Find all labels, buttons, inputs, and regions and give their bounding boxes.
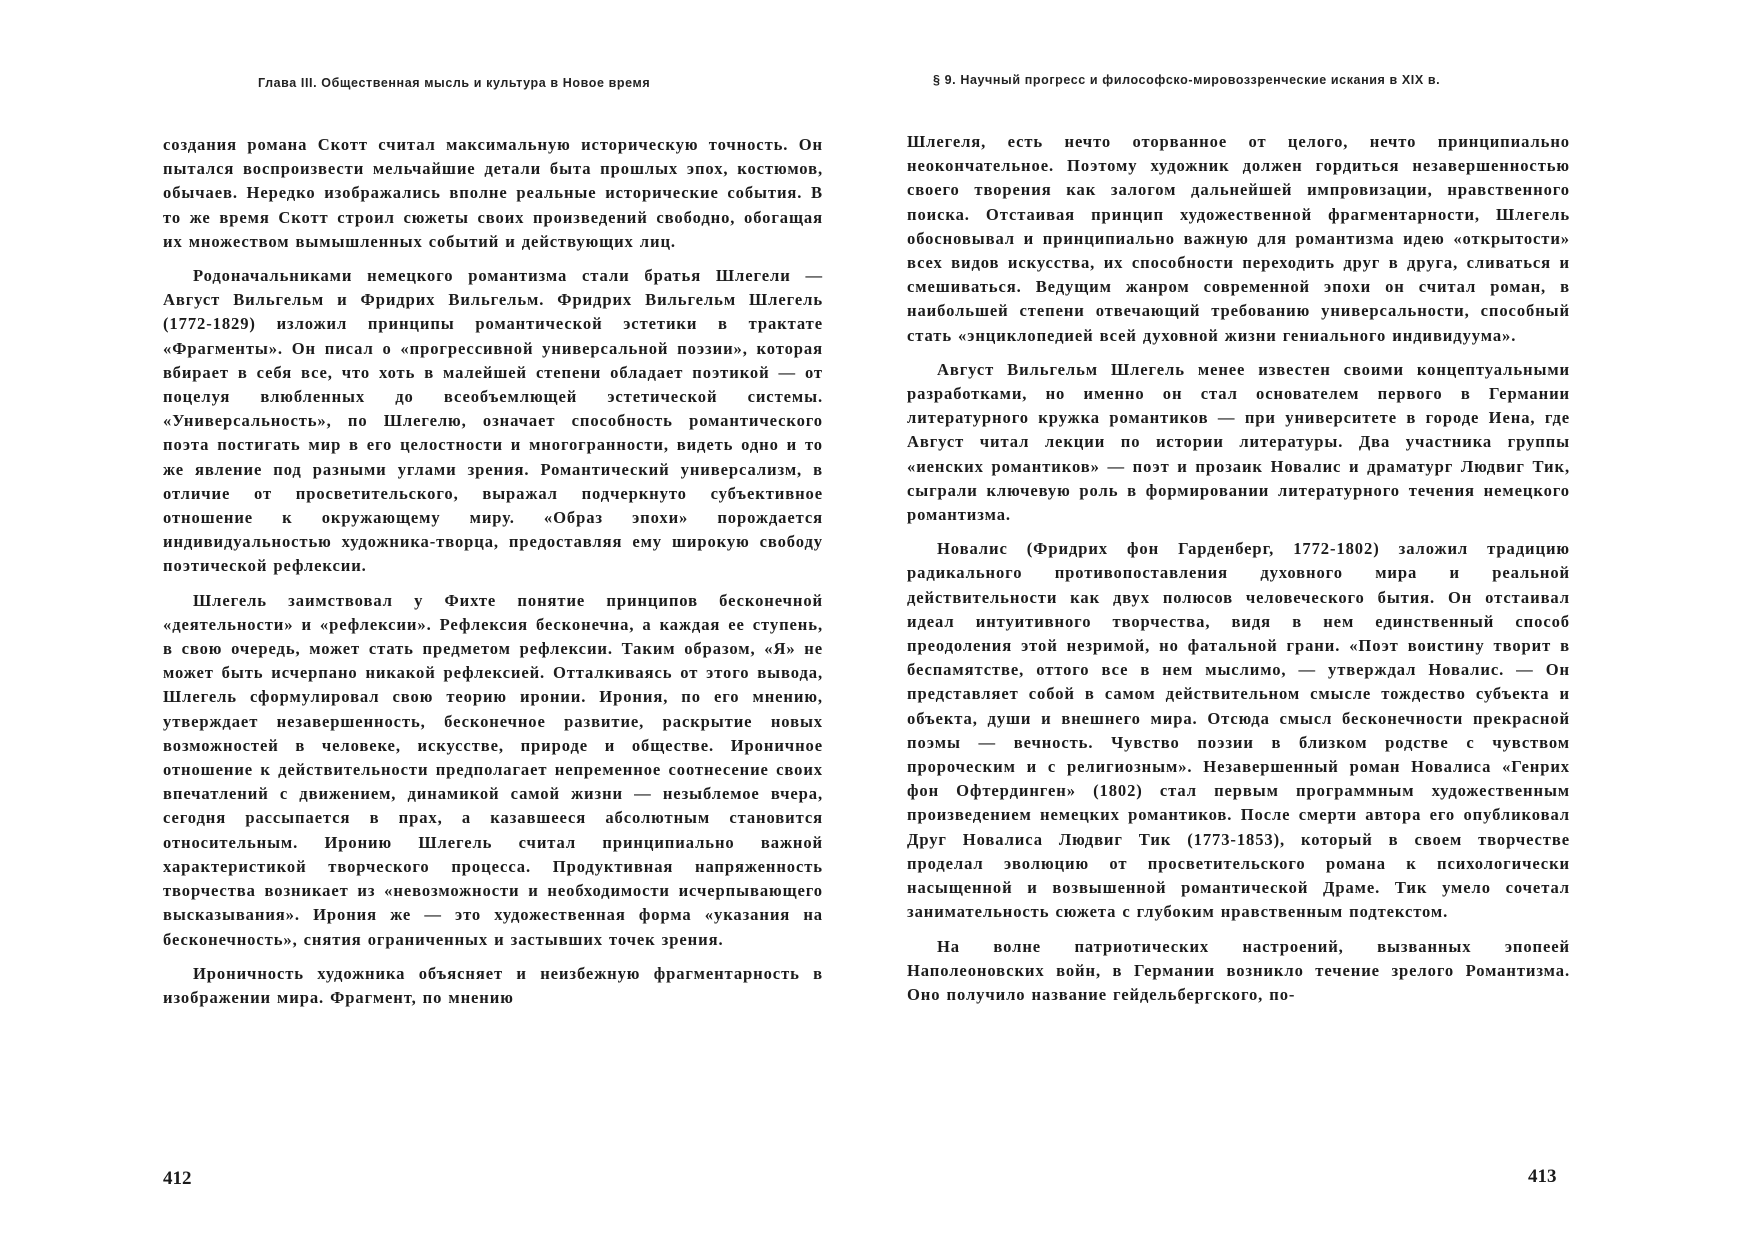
paragraph: На волне патриотических настроений, вызванных эпопеей Наполеоновских войн, в Германии возникло течение зрелого Романтизма. Оно получило название гейдельбергского, по- bbox=[907, 936, 1570, 1004]
paragraph: создания романа Скотт считал максимальную историческую точность. Он пытался воспроизвести мельчайшие детали быта прошлых эпох, костюмов, обычаев. Нередко изображались вполне реальные исторические события. В то же время Скотт строил сюжеты своих произведений свободно, обогащая их множеством вымышленных событий и действующих лиц. bbox=[163, 135, 823, 251]
right-running-head: § 9. Научный прогресс и философско-мировоззренческие искания в XIX в. bbox=[933, 73, 1441, 87]
left-page-number: 412 bbox=[163, 1168, 192, 1189]
right-page bbox=[877, 0, 1754, 1239]
paragraph: Шлегель заимствовал у Фихте понятие принципов бесконечной «деятельности» и «рефлексии». Рефлексия бесконечна, а каждая ее ступень, в свою очередь, может стать предметом рефлексии. Таким образом, «Я» не может быть исчерпано никакой рефлексией. Отталкиваясь от этого вывода, Шлегель сформулировал свою теорию иронии. Ирония, по его мнению, утверждает незавершенность, бесконечное развитие, раскрытие новых возможностей в человеке, искусстве, природе и обществе. Ироничное отношение к действительности предполагает непременное соотнесение своих впечатлений с движением, динамикой самой жизни — незыблемое вчера, сегодня рассыпается в прах, а казавшееся абсолютным становится относительным. Иронию Шлегель считал принципиально важной характеристикой творческого процесса. Продуктивная напряженность творчества возникает из «невозможности и необходимости исчерпывающего высказывания». Ирония же — это художественная форма «указания на бесконечность», снятия ограниченных и застывших точек зрения. bbox=[163, 590, 823, 949]
left-body-text bbox=[163, 133, 823, 1020]
right-body-text bbox=[907, 130, 1570, 1017]
paragraph: Родоначальниками немецкого романтизма стали братья Шлегели — Август Вильгельм и Фридрих Вильгельм. Фридрих Вильгельм Шлегель (1772-1829) изложил принципы романтической эстетики в трактате «Фрагменты». Он писал о «прогрессивной универсальной поэзии», которая вбирает в себя все, что хоть в малейшей степени обладает поэтикой — от поцелуя влюбленных до всеобъемлющей эстетической системы. «Универсальность», по Шлегелю, означает способность романтического поэта постигать мир в его целостности и многогранности, видеть одно и то же явление под разными углами зрения. Романтический универсализм, в отличие от просветительского, выражал подчеркнуто субъективное отношение к окружающему миру. «Образ эпохи» порождается индивидуальностью художника-творца, предоставляя ему широкую свободу поэтической рефлексии. bbox=[163, 266, 823, 576]
paragraph: Новалис (Фридрих фон Гарденберг, 1772-1802) заложил традицию радикального противопоставления духовного мира и реальной действительности как двух полюсов человеческого бытия. Он отстаивал идеал интуитивного творчества, видя в нем единственный способ преодоления этой незримой, но фатальной грани. «Поэт воистину творит в беспамятстве, оттого все в нем мыслимо, — утверждал Новалис. — Он представляет собой в самом действительном смысле тождество субъекта и объекта, души и внешнего мира. Отсюда смысл бесконечности прекрасной поэмы — вечность. Чувство поэзии в близком родстве с чувством пророческим и с религиозным». Незавершенный роман Новалиса «Генрих фон Офтердинген» (1802) стал первым программным художественным произведением немецких романтиков. После смерти автора его опубликовал Друг Новалиса Людвиг Тик (1773-1853), который в своем творчестве проделал эволюцию от просветительского романа к психологически насыщенной и возвышенной романтической Драме. Тик умело сочетал занимательность сюжета с глубоким нравственным подтекстом. bbox=[907, 539, 1570, 922]
right-page-number: 413 bbox=[1528, 1166, 1557, 1187]
left-running-head: Глава III. Общественная мысль и культура в Новое время bbox=[258, 76, 651, 90]
paragraph: Шлегеля, есть нечто оторванное от целого, нечто принципиально неокончательное. Поэтому художник должен гордиться незавершенностью своего творения как залогом дальнейшей импровизации, нравственного поиска. Отстаивая принцип художественной фрагментарности, Шлегель обосновывал и принципиально важную для романтизма идею «открытости» всех видов искусства, их способности переходить друг в друга, сливаться и смешиваться. Ведущим жанром современной эпохи он считал роман, в наибольшей степени отвечающий требованию универсальности, способный стать «энциклопедией всей духовной жизни гениального индивидуума». bbox=[907, 132, 1570, 345]
paragraph: Ироничность художника объясняет и неизбежную фрагментарность в изображении мира. Фрагмент, по мнению bbox=[163, 963, 823, 1007]
paragraph: Август Вильгельм Шлегель менее известен своими концептуальными разработками, но именно он стал основателем первого в Германии литературного кружка романтиков — при университете в городе Иена, где Август читал лекции по истории литературы. Два участника группы «иенских романтиков» — поэт и прозаик Новалис и драматург Людвиг Тик, сыграли ключевую роль в формировании литературного течения немецкого романтизма. bbox=[907, 359, 1570, 525]
